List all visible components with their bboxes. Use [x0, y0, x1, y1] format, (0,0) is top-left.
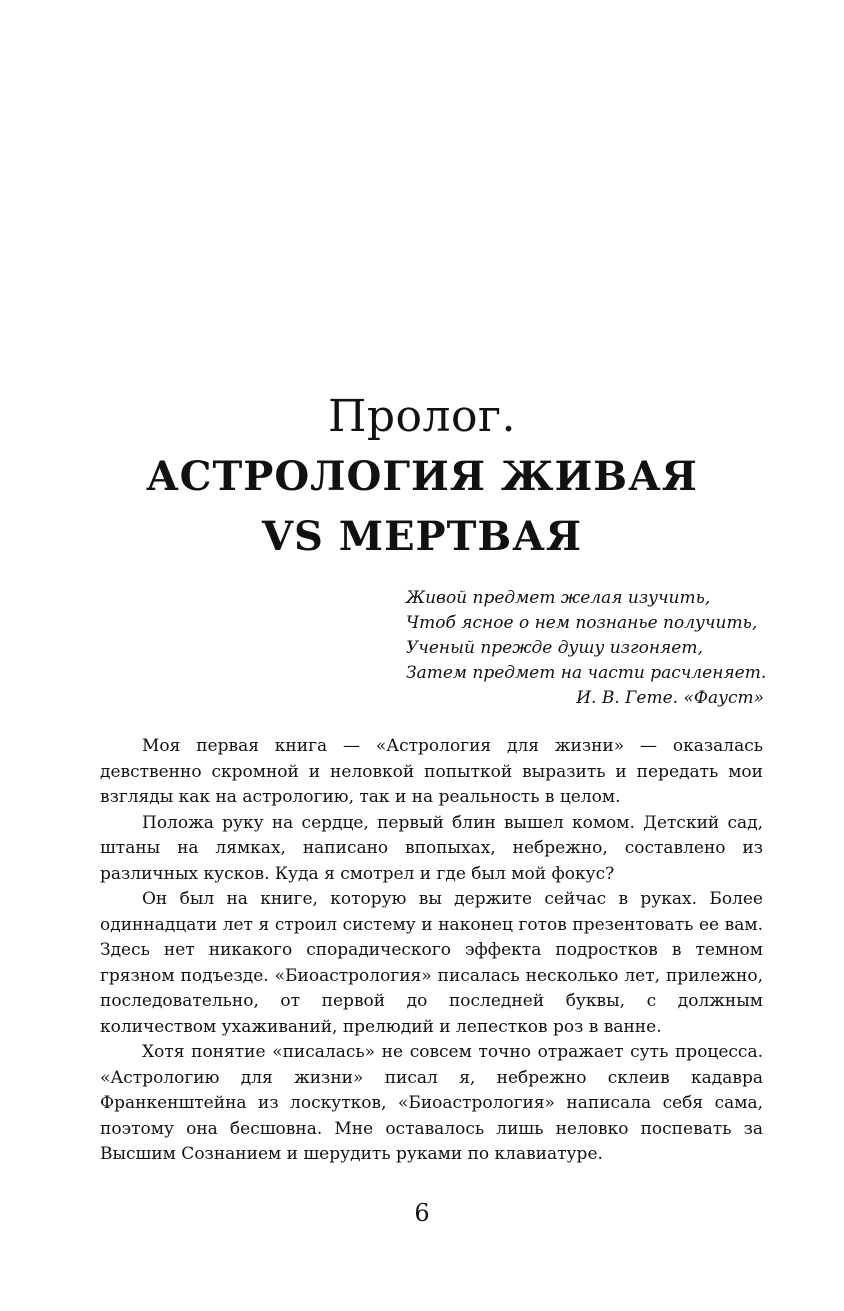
body-text — [100, 734, 763, 1168]
chapter-title-prolog: Пролог. — [327, 391, 516, 442]
page-number: 6 — [414, 1199, 430, 1227]
epigraph-line: Чтоб ясное о нем познанье получить, — [406, 613, 758, 633]
paragraph: Хотя понятие «писалась» не совсем точно отражает суть процесса. «Астрологию для жизни» писал я, небрежно склеив кадавра Франкенштейна из лоскутков, «Биоастрология» написала себя сама, поэтому она бесшовна. Мне оставалось лишь неловко поспевать за Высшим Сознанием и шерудить руками по клавиатуре. — [100, 1042, 763, 1164]
chapter-title — [100, 388, 744, 566]
epigraph-line: Живой предмет желая изучить, — [406, 588, 711, 608]
paragraph: Положа руку на сердце, первый блин вышел комом. Детский сад, штаны на лямках, написано впопыхах, небрежно, составлено из различных кусков. Куда я смотрел и где был мой фокус? — [100, 812, 763, 884]
chapter-title-main-line-1: АСТРОЛОГИЯ ЖИВАЯ — [146, 453, 698, 500]
epigraph — [406, 586, 767, 711]
epigraph-attribution: И. В. Гете. «Фауст» — [576, 688, 764, 708]
chapter-title-main-line-2: VS МЕРТВАЯ — [261, 513, 583, 560]
paragraph: Моя первая книга — «Астрология для жизни» — оказалась девственно скромной и неловкой попыткой выразить и передать мои взгляды как на астрологию, так и на реальность в целом. — [100, 736, 763, 807]
paragraph: Он был на книге, которую вы держите сейчас в руках. Более одиннадцати лет я строил систему и наконец готов презентовать ее вам. Здесь нет никакого спорадического эффекта подростков в темном грязном подъезде. «Биоастрология» писалась несколько лет, прилежно, последовательно, от первой до последней буквы, с должным количеством ухаживаний, прелюдий и лепестков роз в ванне. — [100, 889, 763, 1037]
epigraph-line: Ученый прежде душу изгоняет, — [406, 638, 703, 658]
epigraph-line: Затем предмет на части расчленяет. — [406, 663, 767, 683]
